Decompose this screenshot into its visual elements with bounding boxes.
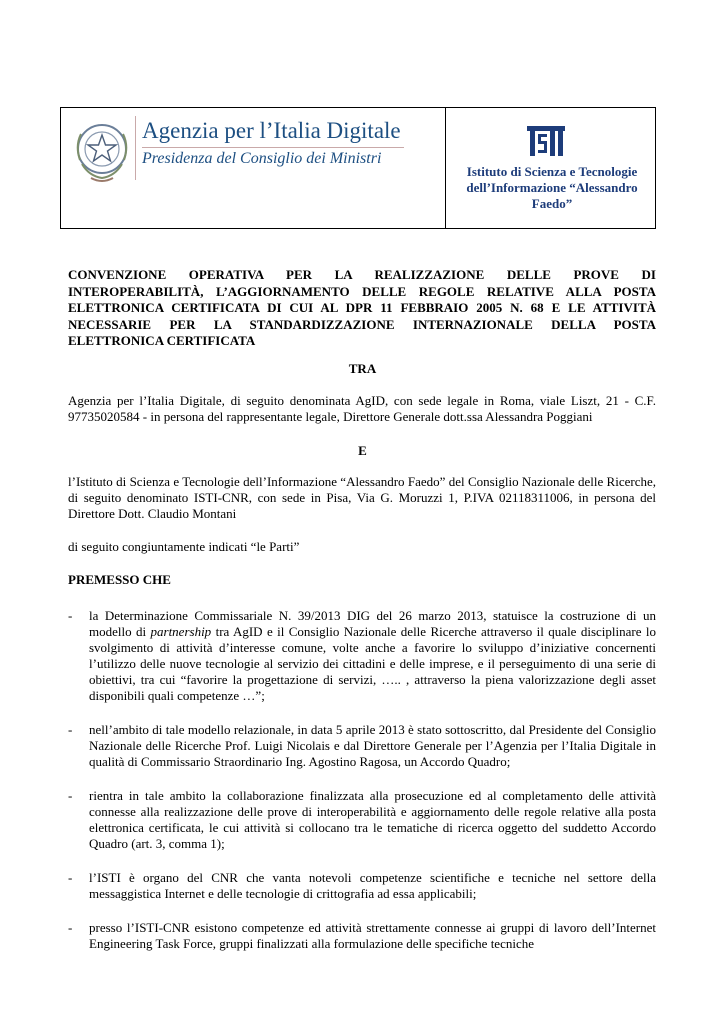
isti-name: Istituto di Scienza e Tecnologie dell’Informazione “Alessandro Faedo” bbox=[466, 164, 638, 211]
bullet-dash: - bbox=[68, 920, 73, 935]
e-label: E bbox=[358, 443, 367, 458]
list-item-text: rientra in tale ambito la collaborazione finalizzata alla prosecuzione ed al completamento delle attività connesse alla realizzazione delle prove di interoperabilità e aggiornamento delle regole relative alla posta elettronica certificata, le cui attività si collocano tra le tematiche di ricerca oggetto del suddetto Accordo Quadro (art. 3, comma 1); bbox=[89, 788, 656, 851]
list-item bbox=[68, 920, 656, 952]
letterhead bbox=[60, 107, 656, 229]
tra-label: TRA bbox=[348, 361, 377, 376]
party-agid: Agenzia per l’Italia Digitale, di seguito denominata AgID, con sede legale in Roma, viale Liszt, 21 - C.F. 97735020584 - in persona del rappresentante legale, Direttore Generale dott.ssa Alessandra Poggiani bbox=[68, 393, 656, 424]
premesso-heading: PREMESSO CHE bbox=[68, 572, 171, 587]
list-item-text: nell’ambito di tale modello relazionale, in data 5 aprile 2013 è stato sottoscritto, dal Presidente del Consiglio Nazionale delle Ricerche Prof. Luigi Nicolais e dal Direttore Generale per l’Agenzia per l’Italia Digitale in qualità di Commissario Straordinario Ing. Agostino Ragosa, un Accordo Quadro; bbox=[89, 722, 656, 769]
list-item bbox=[68, 788, 656, 852]
list-item-text: l’ISTI è organo del CNR che vanta notevoli competenze scientifiche e tecniche nel settore della messaggistica Internet e delle tecnologie di crittografia ad essa applicabili; bbox=[89, 870, 656, 901]
list-item-text: presso l’ISTI-CNR esistono competenze ed attività strettamente connesse ai gruppi di lavoro dell’Internet Engineering Task Force, gruppi finalizzati alla formulazione delle specifiche tecniche bbox=[89, 920, 656, 951]
list-item bbox=[68, 870, 656, 902]
document-title: CONVENZIONE OPERATIVA PER LA REALIZZAZIONE DELLE PROVE DI INTEROPERABILITÀ, L’AGGIORNAMENTO DELLE REGOLE RELATIVE ALLA POSTA ELETTRONICA CERTIFICATA DI CUI AL DPR 11 FEBBRAIO 2005 N. 68 E LE ATTIVITÀ NECESSARIE PER LA STANDARDIZZAZIONE INTERNAZIONALE DELLA POSTA ELETTRONICA CERTIFICATA bbox=[68, 267, 656, 348]
header-divider bbox=[445, 108, 446, 228]
bullet-dash: - bbox=[68, 788, 73, 803]
list-item-text: la Determinazione Commissariale N. 39/2013 DIG del 26 marzo 2013, statuisce la costruzione di un modello di partnership tra AgID e il Consiglio Nazionale delle Ricerche attraverso il quale disciplinare lo svolgimento di attività d’interesse comune, volte anche a favorire lo sviluppo d’iniziative concernenti l’utilizzo delle nuove tecnologie al servizio dei cittadini e delle imprese, e il perseguimento di una serie di obiettivi, tra cui “favorire la progettazione di servizi, ….. , attraverso la piena valorizzazione degli asset disponibili quali competenze …”; bbox=[89, 608, 656, 703]
italian-republic-emblem-icon bbox=[71, 116, 133, 186]
premises-list bbox=[68, 608, 656, 970]
horizontal-rule bbox=[142, 147, 404, 148]
bullet-dash: - bbox=[68, 608, 73, 623]
vertical-rule bbox=[135, 116, 136, 180]
bullet-dash: - bbox=[68, 722, 73, 737]
list-item bbox=[68, 608, 656, 704]
bullet-dash: - bbox=[68, 870, 73, 885]
agid-subtitle: Presidenza del Consiglio dei Ministri bbox=[142, 150, 382, 167]
isti-logo-icon bbox=[526, 124, 566, 158]
parties-note: di seguito congiuntamente indicati “le Parti” bbox=[68, 539, 300, 554]
agid-title: Agenzia per l’Italia Digitale bbox=[142, 118, 401, 143]
party-isti: l’Istituto di Scienza e Tecnologie dell’Informazione “Alessandro Faedo” del Consiglio Nazionale delle Ricerche, di seguito denominato ISTI-CNR, con sede in Pisa, Via G. Moruzzi 1, P.IVA 02118311006, in persona del Direttore Dott. Claudio Montani bbox=[68, 474, 656, 521]
list-item bbox=[68, 722, 656, 770]
